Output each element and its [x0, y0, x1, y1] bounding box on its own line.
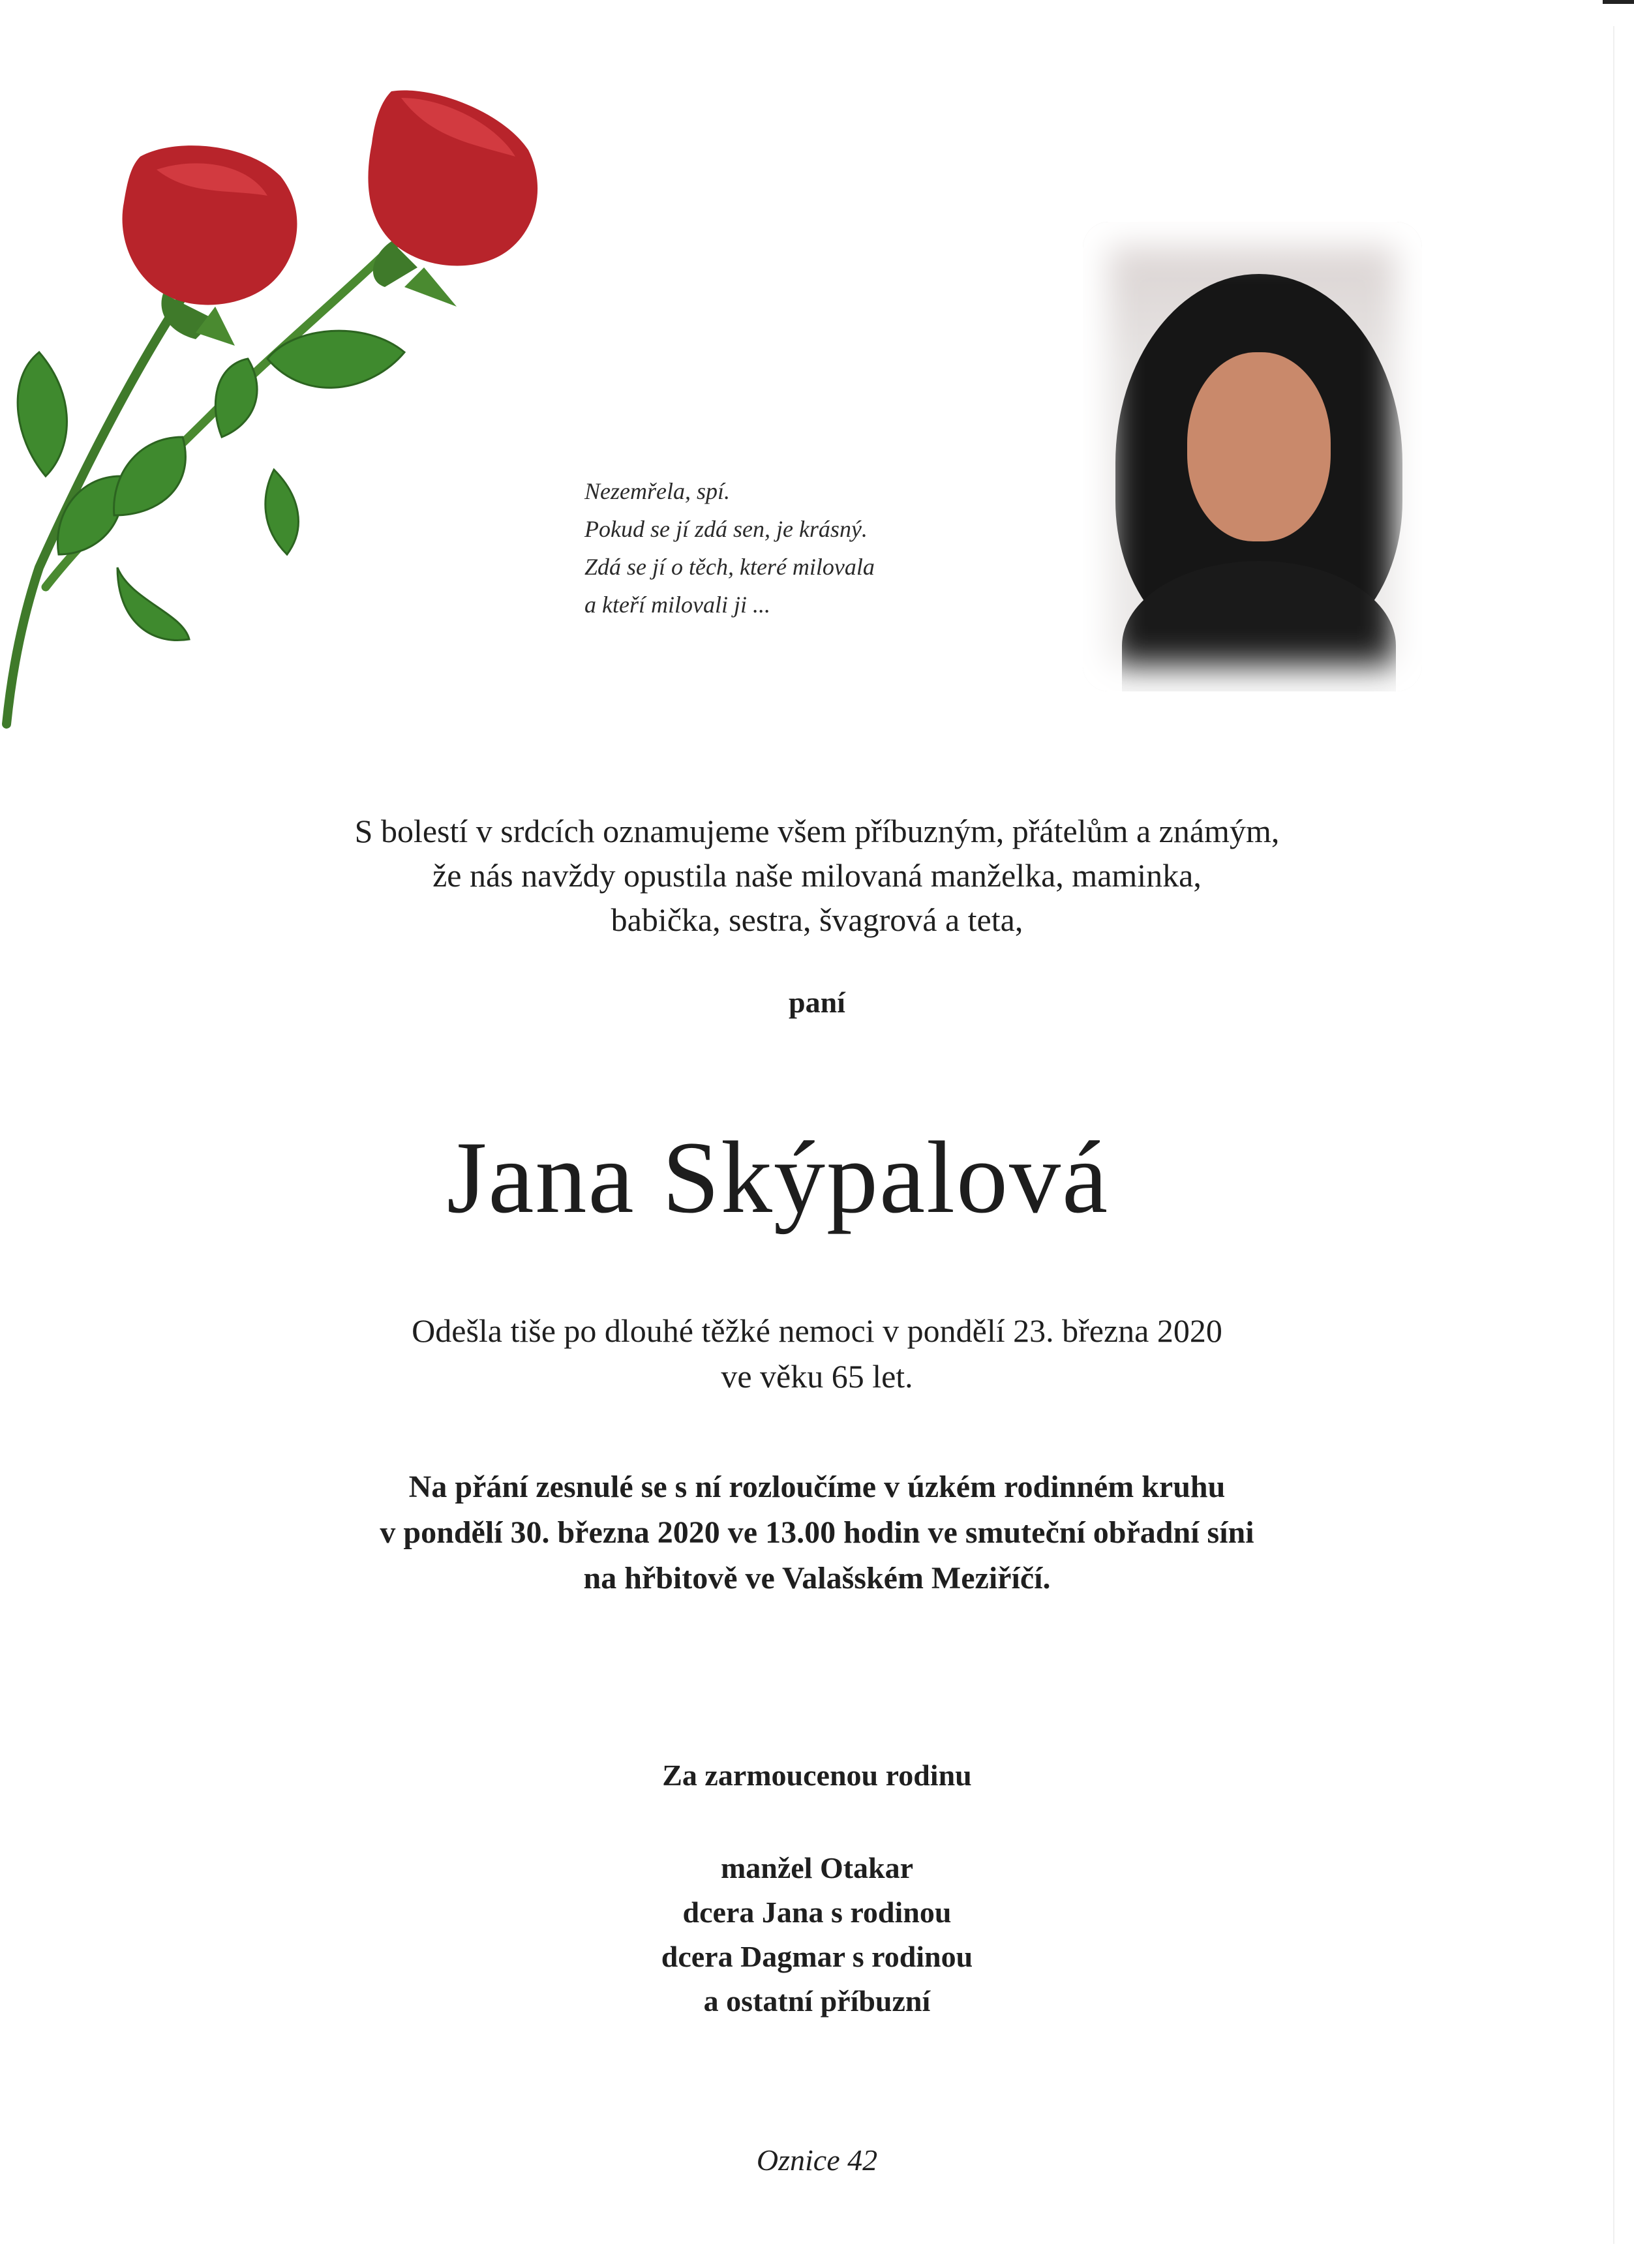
funeral-notice-line: v pondělí 30. března 2020 ve 13.00 hodin ve smuteční obřadní síni [380, 1515, 1254, 1550]
family-member: manžel Otakar [720, 1851, 914, 1884]
scan-mark [1603, 0, 1634, 4]
family-members [0, 1846, 1634, 2023]
roses-illustration [0, 72, 574, 763]
death-notice-line: Odešla tiše po dlouhé těžké nemoci v pondělí 23. března 2020 [412, 1312, 1222, 1349]
announcement-line: že nás navždy opustila naše milovaná manželka, maminka, [432, 857, 1202, 894]
death-notice-line: ve věku 65 let. [721, 1358, 913, 1395]
poem [584, 472, 875, 624]
family-member: dcera Jana s rodinou [682, 1896, 952, 1929]
death-notice [0, 1308, 1634, 1399]
family-member: a ostatní příbuzní [703, 1984, 931, 2018]
salutation: paní [789, 986, 845, 1019]
photo-vignette [1083, 222, 1422, 691]
poem-line: a kteří milovali ji ... [584, 592, 770, 618]
deceased-name: Jana Skýpalová [446, 1121, 1110, 1235]
portrait-photo [1083, 222, 1422, 691]
announcement-line: S bolestí v srdcích oznamujeme všem příbuzným, přátelům a známým, [354, 813, 1280, 849]
poem-line: Zdá se jí o těch, které milovala [584, 554, 875, 580]
announcement [0, 809, 1634, 942]
address: Oznice 42 [756, 2143, 878, 2177]
family-member: dcera Dagmar s rodinou [661, 1940, 973, 1973]
funeral-notice-line: Na přání zesnulé se s ní rozloučíme v úzkém rodinném kruhu [408, 1470, 1226, 1504]
poem-line: Pokud se jí zdá sen, je krásný. [584, 516, 868, 542]
funeral-notice [0, 1464, 1634, 1601]
funeral-notice-line: na hřbitově ve Valašském Meziříčí. [583, 1561, 1051, 1595]
poem-line: Nezemřela, spí. [584, 478, 730, 504]
family-heading: Za zarmoucenou rodinu [662, 1759, 972, 1792]
announcement-line: babička, sestra, švagrová a teta, [611, 901, 1023, 938]
